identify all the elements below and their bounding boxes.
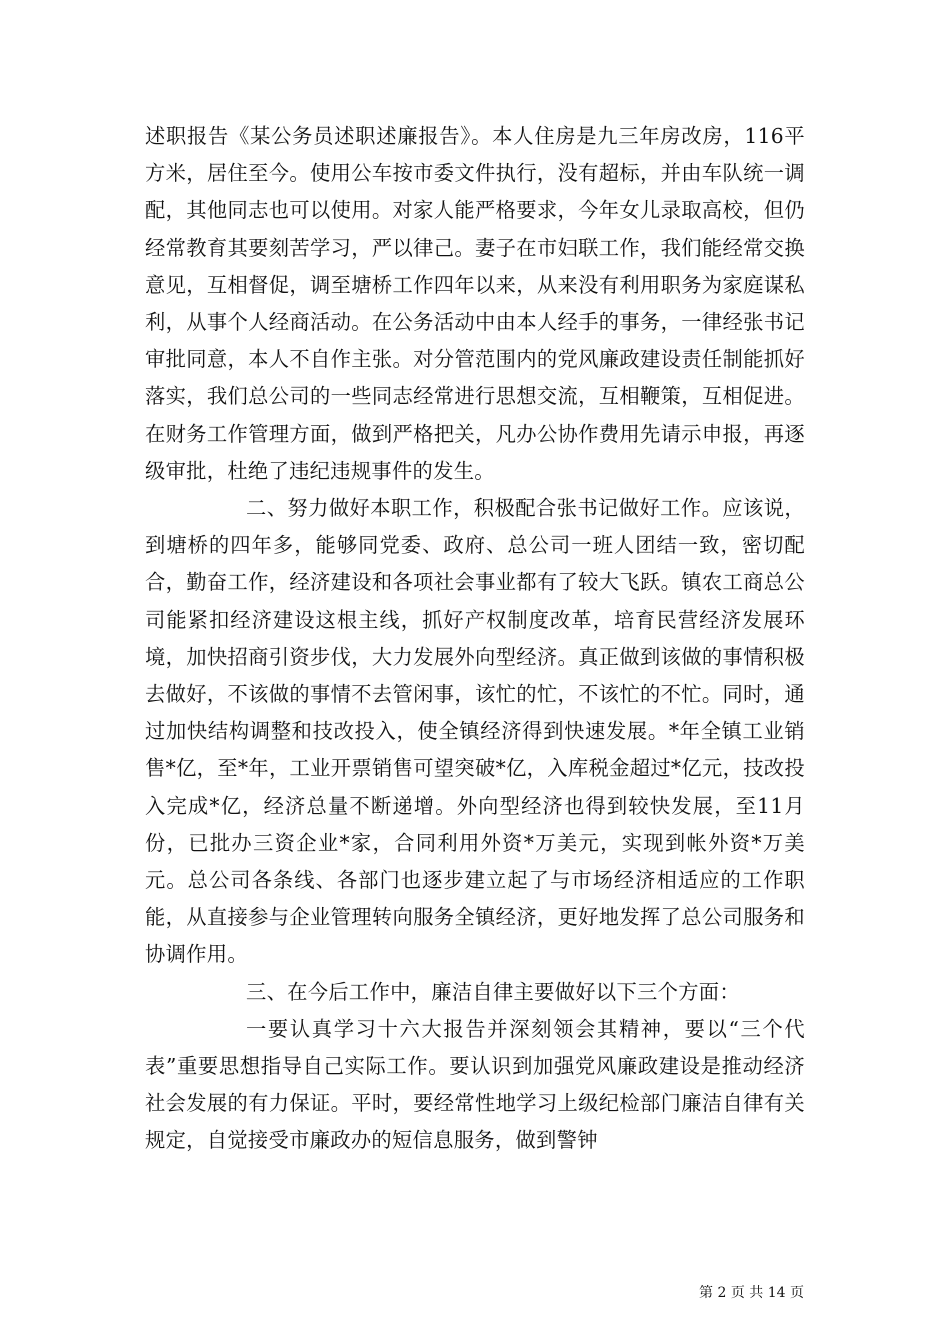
paragraph-section-three-heading: 三、在今后工作中，廉洁自律主要做好以下三个方面： <box>246 979 740 1004</box>
paragraph-point-one: 一要认真学习十六大报告并深刻领会其精神，要以“三个代表”重要思想指导自己实际工作。要认识到加强党风廉政建设是推动经济社会发展的有力保证。平时，要经常性地学习上级纪检部门廉洁自律有关规定，自觉接受市廉政办的短信息服务，做到警钟 <box>145 1016 805 1153</box>
document-body <box>145 118 805 1160</box>
paragraph-section-two: 二、努力做好本职工作，积极配合张书记做好工作。应该说，到塘桥的四年多，能够同党委、政府、总公司一班人团结一致，密切配合，勤奋工作，经济建设和各项社会事业都有了较大飞跃。镇农工商总公司能紧扣经济建设这根主线，抓好产权制度改革，培育民营经济发展环境，加快招商引资步伐，大力发展外向型经济。真正做到该做的事情积极去做好，不该做的事情不去管闲事，该忙的忙，不该忙的不忙。同时，通过加快结构调整和技改投入，使全镇经济得到快速发展。*年全镇工业销售*亿，至*年，工业开票销售可望突破*亿，入库税金超过*亿元，技改投入完成*亿，经济总量不断递增。外向型经济也得到较快发展，至11月份，已批办三资企业*家，合同利用外资*万美元，实现到帐外资*万美元。总公司各条线、各部门也逐步建立起了与市场经济相适应的工作职能，从直接参与企业管理转向服务全镇经济，更好地发挥了总公司服务和协调作用。 <box>145 496 805 967</box>
paragraph-continuation: 述职报告《某公务员述职述廉报告》。本人住房是九三年房改房，116平方米，居住至今。使用公车按市委文件执行，没有超标，并由车队统一调配，其他同志也可以使用。对家人能严格要求，今年女儿录取高校，但仍经常教育其要刻苦学习，严以律己。妻子在市妇联工作，我们能经常交换意见，互相督促，调至塘桥工作四年以来，从来没有利用职务为家庭谋私利，从事个人经商活动。在公务活动中由本人经手的事务，一律经张书记审批同意，本人不自作主张。对分管范围内的党风廉政建设责任制能抓好落实，我们总公司的一些同志经常进行思想交流，互相鞭策，互相促进。在财务工作管理方面，做到严格把关，凡办公协作费用先请示申报，再逐级审批，杜绝了违纪违规事件的发生。 <box>145 124 805 483</box>
page-number-footer: 第 2 页 共 14 页 <box>699 1285 804 1301</box>
